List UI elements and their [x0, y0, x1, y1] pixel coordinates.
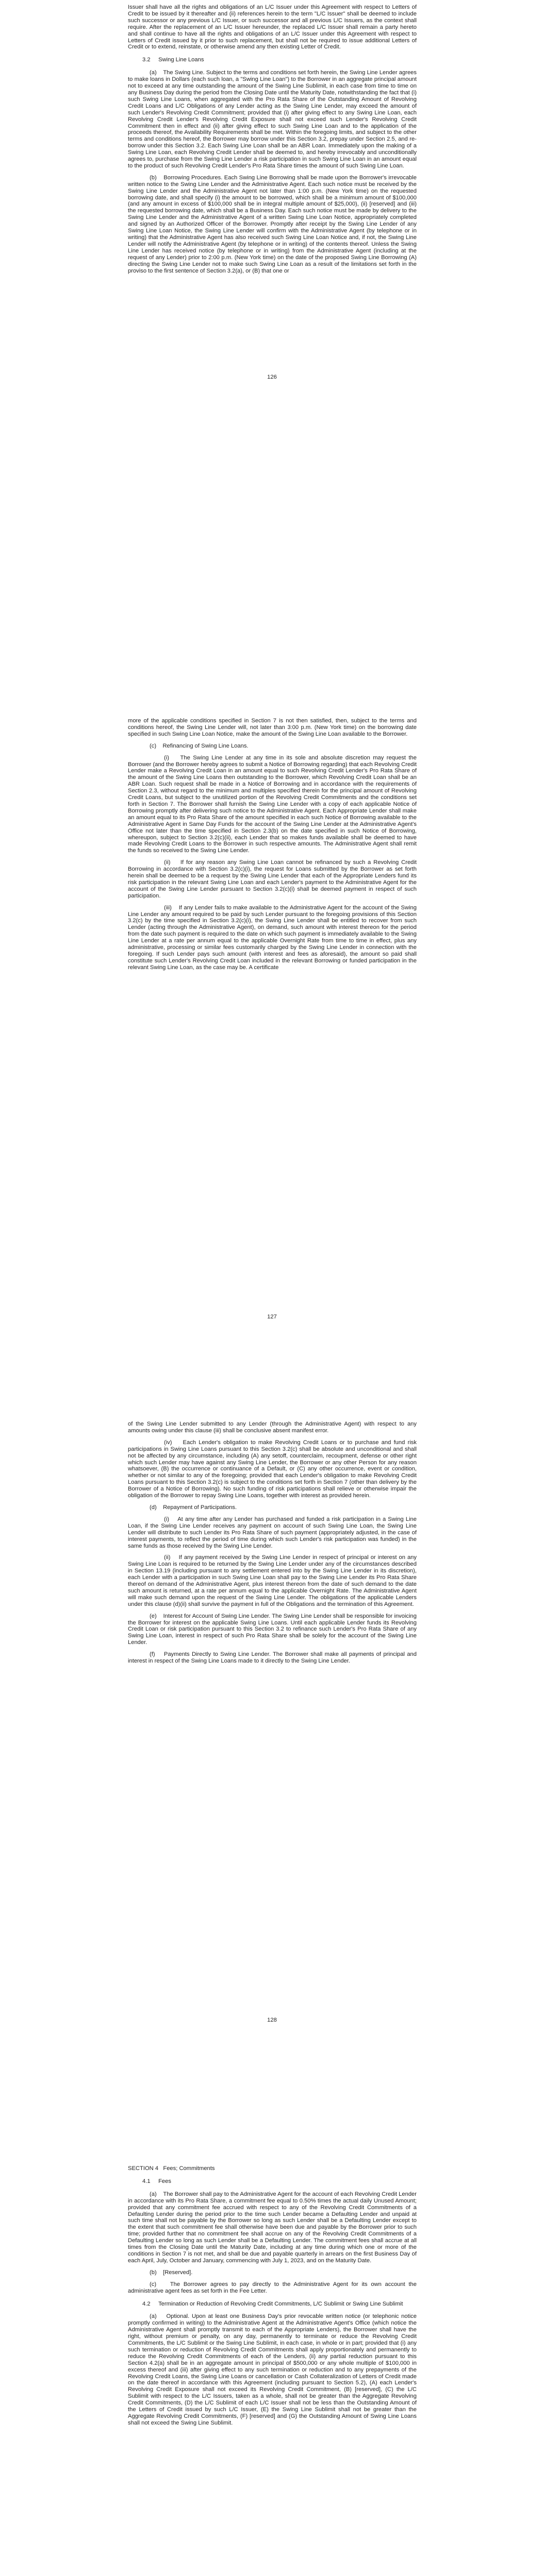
page-body	[128, 2159, 417, 2432]
paragraph-3-2-c-i: (i) The Swing Line Lender at any time in its sole and absolute discretion may request the Borrower (and the Borrower hereby agrees to submit a Notice of Borrowing regarding) that each Revolving Credit Lender make a Revolving Credit Loan in an amount equal to such Revolving Credit Lender's Pro Rata Share of the amount of the Swing Line Loans then outstanding to the Borrower, which Revolving Credit Loan shall be an ABR Loan. Such request shall be made in a Notice of Borrowing and in accordance with the requirements of Section 2.3, without regard to the minimum and multiples specified therein for the principal amount of Revolving Credit Loans, but subject to the unutilized portion of the Revolving Credit Commitments and the conditions set forth in Section 7. The Borrower shall furnish the Swing Line Lender with a copy of each applicable Notice of Borrowing promptly after delivering such notice to the Administrative Agent. Each Appropriate Lender shall make an amount equal to its Pro Rata Share of the amount specified in each such Notice of Borrowing available to the Administrative Agent in Same Day Funds for the account of the Swing Line Lender at the Administrative Agent's Office not later than the time specified in Section 2.3(b) on the date specified in such Notice of Borrowing, whereupon, subject to Section 3.2(c)(ii), each Lender that so makes funds available shall be deemed to have made Revolving Credit Loans to the Borrower in such respective amounts. The Administrative Agent shall remit the funds so received to the Swing Line Lender.	[128, 754, 417, 854]
paragraph-4-1-b: (b) [Reserved].	[150, 2269, 193, 2276]
paragraph-3-2-a: (a) The Swing Line. Subject to the terms and conditions set forth herein, the Swing Line Lender agrees to make loans in Dollars (each such loan, a "Swing Line Loan") to the Borrower in an aggregate principal amount not to exceed at any time outstanding the amount of the Swing Line Sublimit, in each case from time to time on any Business Day during the period from the Closing Date until the Maturity Date, notwithstanding the fact that (i) such Swing Line Loans, when aggregated with the Pro Rata Share of the Outstanding Amount of Revolving Credit Loans and L/C Obligations of any Lender acting as the Swing Line Lender, may exceed the amount of such Lender's Revolving Credit Commitment; provided that (i) after giving effect to any Swing Line Loan, each Revolving Credit Lender's Revolving Credit Exposure shall not exceed such Lender's Revolving Credit Commitment then in effect and (ii) after giving effect to such Swing Line Loan and to the application of the proceeds thereof, the Availability Requirements shall be met. Within the foregoing limits, and subject to the other terms and conditions hereof, the Borrower may borrow under this Section 3.2, prepay under Section 2.5, and re-borrow under this Section 3.2. Each Swing Line Loan shall be an ABR Loan. Immediately upon the making of a Swing Line Loan, each Revolving Credit Lender shall be deemed to, and hereby irrevocably and unconditionally agrees to, purchase from the Swing Line Lender a risk participation in such Swing Line Loan in an amount equal to the product of such Revolving Credit Lender's Pro Rata Share times the amount of such Swing Line Loan.	[128, 70, 417, 169]
paragraph-3-2-f: (f) Payments Directly to Swing Line Lender. The Borrower shall make all payments of principal and interest in respect of the Swing Line Loans made to it directly to the Swing Line Lender.	[128, 1651, 417, 1665]
document-page-127	[0, 703, 544, 1406]
paragraph-4-2-a: (a) Optional. Upon at least one Business Day's prior revocable written notice (or telephonic notice promptly confirmed in writing) to the Administrative Agent at the Administrative Agent's Office (which notice the Administrative Agent shall promptly transmit to each of the Appropriate Lenders), the Borrower shall have the right, without premium or penalty, on any day, permanently to terminate or reduce the Revolving Credit Commitments, the L/C Sublimit or the Swing Line Sublimit, in each case, in whole or in part; provided that (i) any such termination or reduction of Revolving Credit Commitments shall apply proportionately and permanently to reduce the Revolving Credit Commitments of each of the Lenders, (ii) any partial reduction pursuant to this Section 4.2(a) shall be in an aggregate amount in principal of $500,000 or any whole multiple of $100,000 in excess thereof and (iii) after giving effect to any such termination or reduction and to any prepayments of the Revolving Credit Loans, the Swing Line Loans or cancellation or Cash Collateralization of Letters of Credit made on the date thereof in accordance with this Agreement (including pursuant to Section 5.2), (A) each Lender's Revolving Credit Exposure shall not exceed its Revolving Credit Commitment, (B) [reserved], (C) the L/C Sublimit with respect to the L/C Issuers, taken as a whole, shall not be greater than the Aggregate Revolving Credit Commitments, (D) the L/C Sublimit of each L/C Issuer shall not be less than the Outstanding Amount of the Letters of Credit issued by such L/C Issuer, (E) the Swing Line Sublimit shall not be greater than the Aggregate Revolving Credit Commitments, (F) [reserved] and (G) the Outstanding Amount of Swing Line Loans shall not exceed the Swing Line Sublimit.	[128, 2313, 417, 2426]
section-heading-4: SECTION 4 Fees; Commitments	[128, 2165, 215, 2172]
page-body	[128, 4, 417, 279]
page-number: 127	[267, 1314, 277, 1320]
paragraph-3-2-c-heading: (c) Refinancing of Swing Line Loans.	[150, 742, 249, 749]
page-body	[128, 718, 417, 976]
paragraph-3-2-c-ii: (ii) If for any reason any Swing Line Loan cannot be refinanced by such a Revolving Credit Borrowing in accordance with Section 3.2(c)(i), the request for Loans submitted by the Borrower as set forth herein shall be deemed to be a request by the Swing Line Lender that each of the Appropriate Lenders fund its risk participation in the relevant Swing Line Loan and each Lender's payment to the Administrative Agent for the account of the Swing Line Lender pursuant to Section 3.2(c)(i) shall be deemed payment in respect of such participation.	[128, 859, 417, 899]
paragraph-3-2-c-iii: (iii) If any Lender fails to make available to the Administrative Agent for the account of the Swing Line Lender any amount required to be paid by such Lender pursuant to the foregoing provisions of this Section 3.2(c) by the time specified in Section 3.2(c)(i), the Swing Line Lender shall be entitled to recover from such Lender (acting through the Administrative Agent), on demand, such amount with interest thereon for the period from the date such payment is required to the date on which such payment is immediately available to the Swing Line Lender at a rate per annum equal to the applicable Overnight Rate from time to time in effect, plus any administrative, processing or similar fees customarily charged by the Swing Line Lender in connection with the foregoing. If such Lender pays such amount (with interest and fees as aforesaid), the amount so paid shall constitute such Lender's Revolving Credit Loan included in the relevant Borrowing or funded participation in the relevant Swing Line Loan, as the case may be. A certificate	[128, 904, 417, 971]
page-body	[128, 1421, 417, 1670]
continuation-paragraph: more of the applicable conditions specified in Section 7 is not then satisfied, then, subject to the terms and conditions hereof, the Swing Line Lender will, not later than 3:00 p.m. (New York time) on the borrowing date specified in such Swing Line Loan Notice, make the amount of the Swing Line Loan available to the Borrower.	[128, 718, 417, 737]
paragraph-3-2-d-ii: (ii) If any payment received by the Swing Line Lender in respect of principal or interest on any Swing Line Loan is required to be returned by the Swing Line Lender under any of the circumstances described in Section 13.19 (including pursuant to any settlement entered into by the Swing Line Lender in its discretion), each Lender with a participation in such Swing Line Loan shall pay to the Swing Line Lender its Pro Rata Share thereof on demand of the Administrative Agent, plus interest thereon from the date of such demand to the date such amount is returned, at a rate per annum equal to the applicable Overnight Rate. The Administrative Agent will make such demand upon the request of the Swing Line Lender. The obligations of the applicable Lenders under this clause (d)(ii) shall survive the payment in full of the Obligations and the termination of this Agreement.	[128, 1554, 417, 1607]
document-page-126	[0, 0, 544, 703]
page-number: 126	[267, 374, 277, 380]
paragraph-4-1-a: (a) The Borrower shall pay to the Administrative Agent for the account of each Revolving Credit Lender in accordance with its Pro Rata Share, a commitment fee equal to 0.50% times the actual daily Unused Amount; provided that any commitment fee accrued with respect to any of the Revolving Credit Commitments of a Defaulting Lender during the period prior to the time such Lender became a Defaulting Lender and unpaid at such time shall not be payable by the Borrower so long as such Lender shall be a Defaulting Lender except to the extent that such commitment fee shall otherwise have been due and payable by the Borrower prior to such time; provided further that no commitment fee shall accrue on any of the Revolving Credit Commitments of a Defaulting Lender so long as such Lender shall be a Defaulting Lender. The commitment fees shall accrue at all times from the Closing Date until the Maturity Date, including at any time during which one or more of the conditions in Section 7 is not met, and shall be due and payable quarterly in arrears on the first Business Day of each April, July, October and January, commencing with July 1, 2023, and on the Maturity Date.	[128, 2191, 417, 2264]
subsection-heading-4-1: 4.1 Fees	[142, 2178, 171, 2184]
paragraph-4-1-c: (c) The Borrower agrees to pay directly to the Administrative Agent for its own account the administrative agent fees as set forth in the Fee Letter.	[128, 2281, 417, 2294]
document-page-129	[0, 2110, 544, 2576]
paragraph-3-2-d-heading: (d) Repayment of Participations.	[150, 1504, 237, 1511]
paragraph-3-2-b: (b) Borrowing Procedures. Each Swing Line Borrowing shall be made upon the Borrower's irrevocable written notice to the Swing Line Lender and the Administrative Agent. Each such notice must be received by the Swing Line Lender and the Administrative Agent not later than 1:00 p.m. (New York time) on the requested borrowing date, and shall specify (i) the amount to be borrowed, which shall be a minimum amount of $100,000 (and any amount in excess of $100,000 shall be in integral multiple amount of $25,000), (ii) [reserved] and (iii) the requested borrowing date, which shall be a Business Day. Each such notice must be made by delivery to the Swing Line Lender and the Administrative Agent of a written Swing Line Loan Notice, appropriately completed and signed by an Authorized Officer of the Borrower. Promptly after receipt by the Swing Line Lender of any Swing Line Loan Notice, the Swing Line Lender will confirm with the Administrative Agent (by telephone or in writing) that the Administrative Agent has also received such Swing Line Loan Notice and, if not, the Swing Line Lender will notify the Administrative Agent (by telephone or in writing) of the contents thereof. Unless the Swing Line Lender has received notice (by telephone or in writing) from the Administrative Agent (including at the request of any Lender) prior to 2:00 p.m. (New York time) on the date of the proposed Swing Line Borrowing (A) directing the Swing Line Lender not to make such Swing Line Loan as a result of the limitations set forth in the proviso to the first sentence of Section 3.2(a), or (B) that one or	[128, 174, 417, 274]
paragraph-3-2-e: (e) Interest for Account of Swing Line Lender. The Swing Line Lender shall be responsible for invoicing the Borrower for interest on the applicable Swing Line Loans. Until each applicable Lender funds its Revolving Credit Loan or risk participation pursuant to this Section 3.2 to refinance such Lender's Pro Rata Share of any Swing Line Loan, interest in respect of such Pro Rata Share shall be solely for the account of the Swing Line Lender.	[128, 1613, 417, 1646]
subsection-heading-4-2: 4.2 Termination or Reduction of Revolving Credit Commitments, L/C Sublimit or Swing Line Sublimit	[142, 2300, 403, 2307]
continuation-paragraph: Issuer shall have all the rights and obligations of an L/C Issuer under this Agreement with respect to Letters of Credit to be issued by it thereafter and (ii) references herein to the term "L/C Issuer" shall be deemed to include such successor or any previous L/C Issuer, or such successor and all previous L/C Issuers, as the context shall require. After the replacement of an L/C Issuer hereunder, the replaced L/C Issuer shall remain a party hereto and shall continue to have all the rights and obligations of an L/C Issuer under this Agreement with respect to Letters of Credit issued by it prior to such replacement, but shall not be required to issue additional Letters of Credit or to extend, reinstate, or otherwise amend any then existing Letter of Credit.	[128, 4, 417, 50]
document-page-128	[0, 1406, 544, 2110]
page-number: 128	[267, 2017, 277, 2023]
paragraph-3-2-d-i: (i) At any time after any Lender has purchased and funded a risk participation in a Swing Line Loan, if the Swing Line Lender receives any payment on account of such Swing Line Loan, the Swing Line Lender will distribute to such Lender its Pro Rata Share of such payment (appropriately adjusted, in the case of interest payments, to reflect the period of time during which such Lender's risk participation was funded) in the same funds as those received by the Swing Line Lender.	[128, 1516, 417, 1549]
paragraph-3-2-c-iv: (iv) Each Lender's obligation to make Revolving Credit Loans or to purchase and fund risk participations in Swing Line Loans pursuant to this Section 3.2(c) shall be absolute and unconditional and shall not be affected by any circumstance, including (A) any setoff, counterclaim, recoupment, defense or other right which such Lender may have against any Swing Line Lender, the Borrower or any other Person for any reason whatsoever, (B) the occurrence or continuance of a Default, or (C) any other occurrence, event or condition, whether or not similar to any of the foregoing; provided that each Lender's obligation to make Revolving Credit Loans pursuant to this Section 3.2(c) is subject to the conditions set forth in Section 7 (other than delivery by the Borrower of a Notice of Borrowing). No such funding of risk participations shall relieve or otherwise impair the obligation of the Borrower to repay Swing Line Loans, together with interest as provided herein.	[128, 1439, 417, 1499]
continuation-paragraph: of the Swing Line Lender submitted to any Lender (through the Administrative Agent) with respect to any amounts owing under this clause (iii) shall be conclusive absent manifest error.	[128, 1421, 417, 1434]
section-heading-3-2: 3.2 Swing Line Loans	[142, 57, 204, 63]
